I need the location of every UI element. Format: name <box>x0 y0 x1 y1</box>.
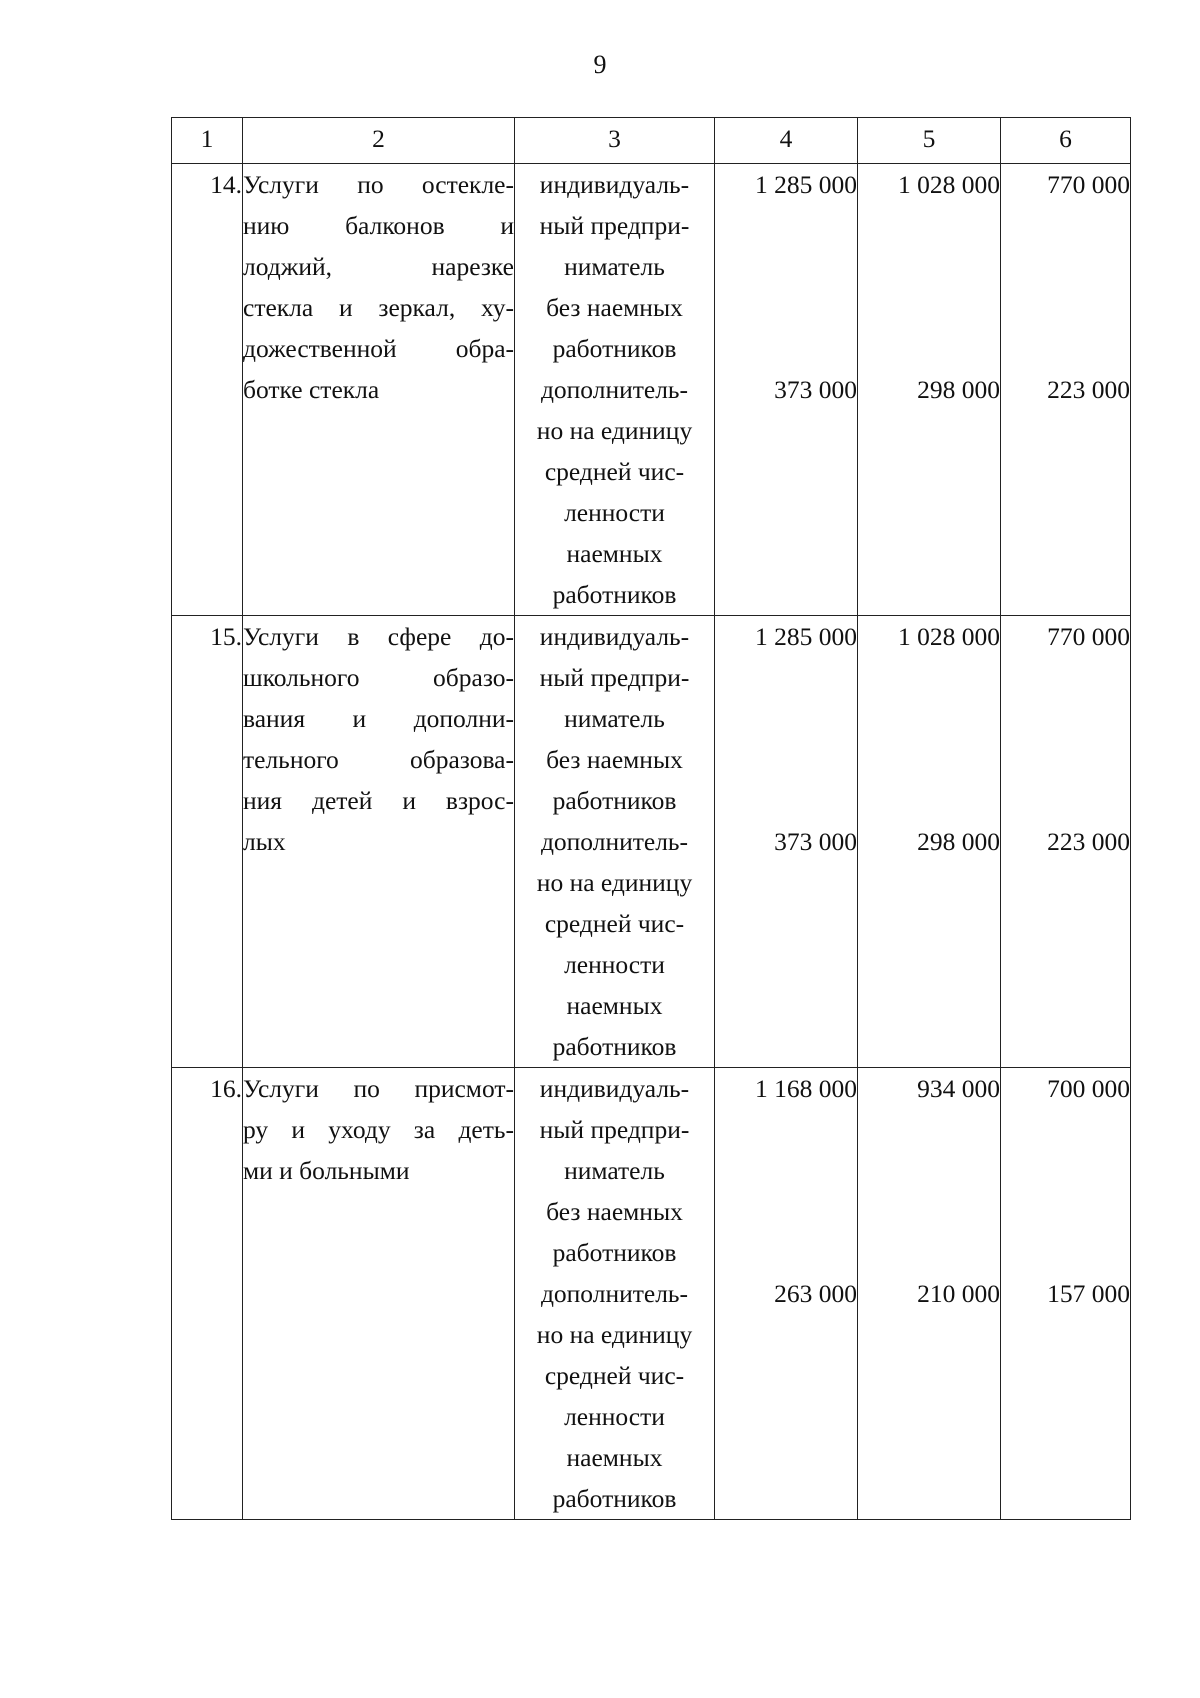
rates-table <box>171 117 1131 1520</box>
value-cell-col-6 <box>1001 1068 1131 1520</box>
category-additional-line: наемных <box>566 1443 663 1472</box>
category-cell <box>515 616 715 1068</box>
header-col-5: 5 <box>858 118 1001 164</box>
row-number: 15. <box>172 616 243 1068</box>
category-additional <box>515 1273 714 1519</box>
service-name-line: тельного образова- <box>243 745 514 774</box>
category-base-line: ный предпри- <box>539 211 690 240</box>
service-name-line: школьного образо- <box>243 663 514 692</box>
service-name-line: Услуги по остекле- <box>243 170 514 199</box>
row-number: 16. <box>172 1068 243 1520</box>
category-additional-line: средней чис- <box>544 1361 685 1390</box>
category-additional-line: наемных <box>566 539 663 568</box>
service-name-line: Услуги в сфере до- <box>243 622 514 651</box>
service-name-line: ния детей и взрос- <box>243 786 514 815</box>
category-additional <box>515 821 714 1067</box>
category-base-line: индивидуаль- <box>539 170 690 199</box>
header-col-3: 3 <box>515 118 715 164</box>
service-name-line: ботке стекла <box>243 375 380 404</box>
table-row <box>172 616 1131 1068</box>
value-cell-col-4 <box>715 1068 858 1520</box>
value-additional: 157 000 <box>1047 1279 1130 1308</box>
service-name <box>243 616 515 1068</box>
value-cell-col-5 <box>858 164 1001 616</box>
value-base: 1 285 000 <box>755 170 857 199</box>
category-base-line: работников <box>552 786 677 815</box>
category-cell <box>515 1068 715 1520</box>
value-cell-col-5 <box>858 1068 1001 1520</box>
value-base: 1 028 000 <box>898 622 1000 651</box>
value-additional: 373 000 <box>774 375 857 404</box>
category-base-line: индивидуаль- <box>539 1074 690 1103</box>
service-name <box>243 1068 515 1520</box>
category-additional-line: средней чис- <box>544 457 685 486</box>
value-cell-col-4 <box>715 616 858 1068</box>
category-base-line: ный предпри- <box>539 663 690 692</box>
value-base: 700 000 <box>1047 1074 1130 1103</box>
category-additional-line: наемных <box>566 991 663 1020</box>
value-base: 770 000 <box>1047 170 1130 199</box>
category-additional-line: работников <box>552 1484 677 1513</box>
service-name-line: лоджий, нарезке <box>243 252 514 281</box>
table-header <box>172 118 1131 164</box>
category-base <box>515 1068 714 1273</box>
service-name-line: стекла и зеркал, ху- <box>243 293 514 322</box>
value-additional: 223 000 <box>1047 375 1130 404</box>
category-additional <box>515 369 714 615</box>
value-base: 934 000 <box>917 1074 1000 1103</box>
category-base <box>515 164 714 369</box>
category-base <box>515 616 714 821</box>
value-base: 1 168 000 <box>755 1074 857 1103</box>
category-base-line: ниматель <box>564 1156 665 1185</box>
value-cell-col-6 <box>1001 164 1131 616</box>
value-base: 1 028 000 <box>898 170 1000 199</box>
service-name-line: вания и дополни- <box>243 704 514 733</box>
header-col-1: 1 <box>172 118 243 164</box>
category-additional-line: дополнитель- <box>540 1279 689 1308</box>
service-name-line: нию балконов и <box>243 211 514 240</box>
value-base: 1 285 000 <box>755 622 857 651</box>
value-cell-col-4 <box>715 164 858 616</box>
table-row <box>172 164 1131 616</box>
category-additional-line: работников <box>552 1032 677 1061</box>
category-base-line: ниматель <box>564 704 665 733</box>
category-base-line: работников <box>552 1238 677 1267</box>
category-base-line: без наемных <box>546 293 683 322</box>
value-cell-col-5 <box>858 616 1001 1068</box>
value-cell-col-6 <box>1001 616 1131 1068</box>
category-additional-line: ленности <box>564 950 665 979</box>
service-name-line: ми и больными <box>243 1156 410 1185</box>
page-number: 9 <box>593 50 607 79</box>
category-base-line: без наемных <box>546 745 683 774</box>
service-name-line: ру и уходу за деть- <box>243 1115 514 1144</box>
header-col-6: 6 <box>1001 118 1131 164</box>
service-name <box>243 164 515 616</box>
category-additional-line: но на единицу <box>536 416 693 445</box>
category-additional-line: но на единицу <box>536 1320 693 1349</box>
category-base-line: ниматель <box>564 252 665 281</box>
service-name-line: дожественной обра- <box>243 334 514 363</box>
category-base-line: без наемных <box>546 1197 683 1226</box>
category-additional-line: дополнитель- <box>540 827 689 856</box>
value-additional: 373 000 <box>774 827 857 856</box>
service-name-line: лых <box>243 827 286 856</box>
header-col-4: 4 <box>715 118 858 164</box>
category-additional-line: средней чис- <box>544 909 685 938</box>
header-row <box>172 118 1131 164</box>
service-name-line: Услуги по присмот- <box>243 1074 514 1103</box>
header-col-2: 2 <box>243 118 515 164</box>
category-base-line: индивидуаль- <box>539 622 690 651</box>
table-body <box>172 164 1131 1520</box>
category-additional-line: работников <box>552 580 677 609</box>
row-number: 14. <box>172 164 243 616</box>
value-additional: 298 000 <box>917 375 1000 404</box>
category-additional-line: но на единицу <box>536 868 693 897</box>
category-cell <box>515 164 715 616</box>
category-additional-line: дополнитель- <box>540 375 689 404</box>
category-additional-line: ленности <box>564 1402 665 1431</box>
value-additional: 298 000 <box>917 827 1000 856</box>
value-additional: 223 000 <box>1047 827 1130 856</box>
category-base-line: ный предпри- <box>539 1115 690 1144</box>
table-row <box>172 1068 1131 1520</box>
value-additional: 210 000 <box>917 1279 1000 1308</box>
value-base: 770 000 <box>1047 622 1130 651</box>
value-additional: 263 000 <box>774 1279 857 1308</box>
category-additional-line: ленности <box>564 498 665 527</box>
category-base-line: работников <box>552 334 677 363</box>
